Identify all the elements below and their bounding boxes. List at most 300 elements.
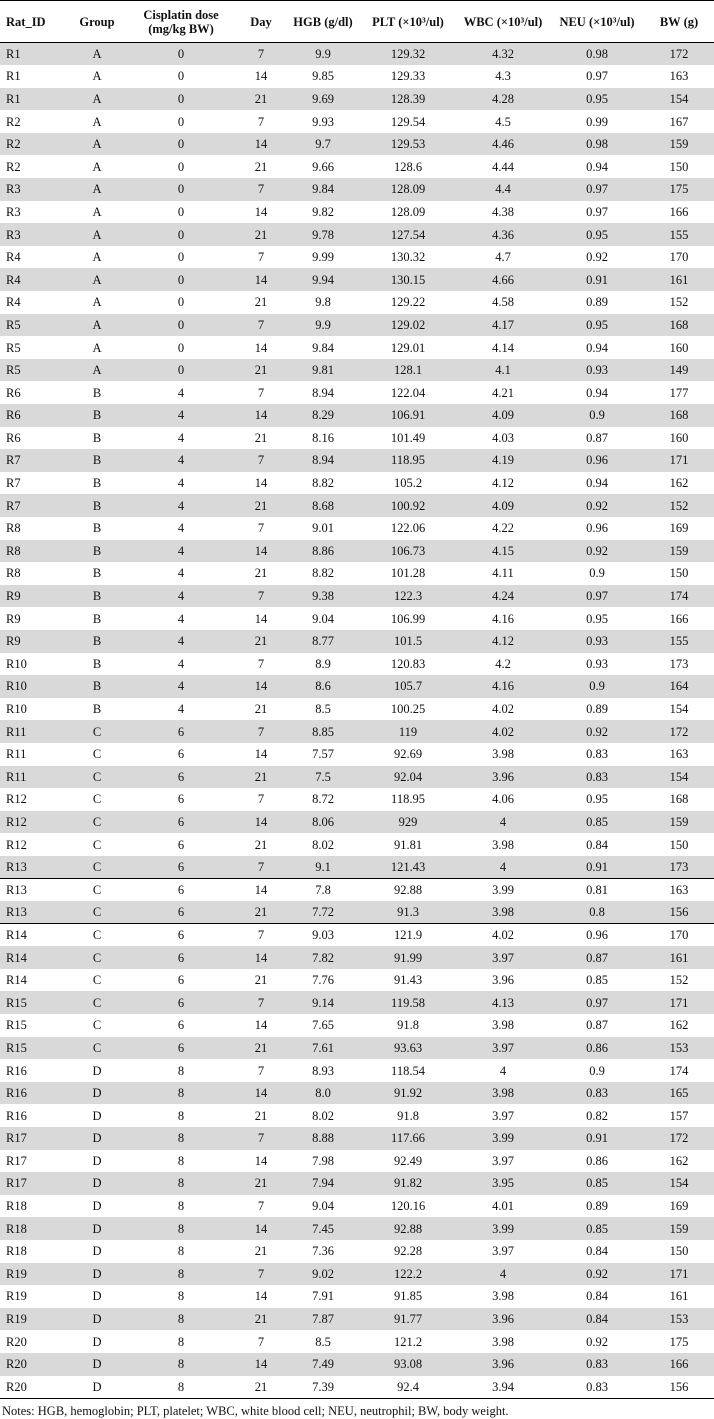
cell-hgb: 7.76 (312, 973, 334, 988)
cell-wbc: 3.98 (492, 1334, 514, 1349)
cell-group: B (92, 430, 102, 445)
table-row (0, 1150, 714, 1173)
cell-bw: 167 (669, 114, 689, 129)
cell-neu: 0.85 (586, 814, 608, 829)
cell-rat-id: R10 (6, 702, 27, 717)
table-row (0, 1014, 714, 1037)
table-row (0, 1195, 714, 1218)
cell-day: 14 (254, 611, 268, 626)
table-row (0, 472, 714, 495)
cell-rat-id: R6 (6, 430, 21, 445)
cell-hgb: 8.0 (315, 1086, 331, 1101)
cell-cisplatin-dose: 8 (177, 1063, 185, 1078)
cell-day: 7 (257, 859, 265, 874)
cell-cisplatin-dose: 6 (177, 859, 185, 874)
cell-wbc: 4.38 (492, 204, 514, 219)
col-header-bw: BW (g) (644, 1, 714, 43)
table-row (0, 1037, 714, 1060)
cell-plt: 92.88 (393, 1221, 423, 1236)
cell-rat-id: R1 (6, 47, 21, 62)
cell-neu: 0.9 (589, 408, 605, 423)
cell-bw: 159 (669, 137, 689, 152)
table-row (0, 178, 714, 201)
cell-plt: 129.32 (390, 47, 426, 62)
cell-wbc: 4.22 (492, 521, 514, 536)
col-header-neu: NEU (×10³/ul) (550, 1, 644, 43)
cell-wbc: 4.21 (492, 385, 514, 400)
cell-cisplatin-dose: 6 (177, 837, 185, 852)
cell-rat-id: R16 (6, 1063, 27, 1078)
cell-neu: 0.86 (586, 1040, 608, 1055)
cell-hgb: 8.82 (312, 566, 334, 581)
cell-rat-id: R13 (0, 878, 68, 901)
cell-group: A (92, 114, 102, 129)
cell-group: C (92, 905, 102, 920)
table-row (0, 788, 714, 811)
cell-group: B (92, 476, 102, 491)
cell-wbc: 4.11 (492, 566, 514, 581)
cell-hgb: 9.9 (315, 47, 331, 62)
cell-rat-id: R7 (6, 498, 21, 513)
cell-wbc: 4.46 (492, 137, 514, 152)
cell-hgb: 9.9 (315, 317, 331, 332)
cell-day: 14 (254, 408, 268, 423)
cell-wbc: 3.97 (492, 1108, 514, 1123)
cell-bw: 153 (669, 1040, 689, 1055)
table-row (0, 268, 714, 291)
cell-group: A (92, 250, 102, 265)
cell-cisplatin-dose: 4 (177, 453, 185, 468)
cell-group: D (92, 1176, 102, 1191)
cell-cisplatin-dose: 0 (177, 47, 185, 62)
cell-bw: 174 (669, 589, 689, 604)
cell-plt: 128.09 (390, 204, 426, 219)
cell-cisplatin-dose: 8 (177, 1357, 185, 1372)
cell-cisplatin-dose: 8 (177, 1108, 185, 1123)
cell-plt: 127.54 (390, 227, 426, 242)
table-row (0, 901, 714, 924)
cell-bw: 172 (669, 1131, 689, 1146)
cell-bw: 150 (669, 159, 689, 174)
cell-plt: 122.3 (393, 589, 423, 604)
cell-hgb: 9.81 (312, 363, 334, 378)
cell-wbc: 4.1 (495, 363, 511, 378)
cell-wbc: 3.95 (492, 1176, 514, 1191)
cell-wbc: 4.16 (492, 679, 514, 694)
table-row (0, 1104, 714, 1127)
cell-rat-id: R5 (6, 363, 21, 378)
cell-plt: 130.15 (390, 272, 426, 287)
cell-neu: 0.84 (586, 837, 608, 852)
cell-wbc: 3.96 (492, 769, 514, 784)
cell-group: B (92, 453, 102, 468)
cell-bw: 150 (669, 837, 689, 852)
cell-hgb: 8.29 (312, 408, 334, 423)
cell-cisplatin-dose: 8 (177, 1312, 185, 1327)
cell-rat-id: R8 (6, 543, 21, 558)
cell-bw: 150 (669, 1244, 689, 1259)
cell-cisplatin-dose: 0 (177, 295, 185, 310)
cell-plt: 92.88 (360, 878, 456, 901)
cell-cisplatin-dose: 4 (177, 543, 185, 558)
cell-wbc: 4.14 (492, 340, 514, 355)
table-row (0, 856, 714, 879)
cell-plt: 93.63 (393, 1040, 423, 1055)
cell-hgb: 8.72 (312, 792, 334, 807)
cell-plt: 100.92 (390, 498, 426, 513)
cell-day: 14 (254, 272, 268, 287)
cell-group: D (92, 1063, 102, 1078)
cell-cisplatin-dose: 4 (177, 476, 185, 491)
cell-neu: 0.8 (589, 905, 605, 920)
cell-cisplatin-dose: 6 (177, 1040, 185, 1055)
cell-cisplatin-dose: 8 (177, 1199, 185, 1214)
cell-group: A (92, 159, 102, 174)
cell-day: 14 (254, 204, 268, 219)
cell-plt: 106.91 (390, 408, 426, 423)
cell-neu: 0.85 (586, 1221, 608, 1236)
cell-bw: 159 (669, 814, 689, 829)
cell-rat-id: R18 (6, 1199, 27, 1214)
table-row (0, 517, 714, 540)
table-row (0, 43, 714, 66)
cell-rat-id: R9 (6, 589, 21, 604)
table-row (0, 585, 714, 608)
table-row (0, 540, 714, 563)
cell-bw: 150 (669, 566, 689, 581)
cell-plt: 119.58 (391, 995, 425, 1010)
cell-plt: 91.85 (393, 1289, 423, 1304)
cell-hgb: 8.02 (312, 1108, 334, 1123)
cell-neu: 0.97 (586, 69, 608, 84)
cell-day: 14 (236, 878, 286, 901)
cell-day: 14 (254, 679, 268, 694)
cell-hgb: 8.06 (312, 814, 334, 829)
cell-group: C (92, 769, 102, 784)
col-header-hgb: HGB (g/dl) (286, 1, 360, 43)
cell-neu: 0.92 (586, 724, 608, 739)
cell-bw: 161 (669, 272, 689, 287)
cell-wbc: 4.09 (492, 408, 514, 423)
cell-hgb: 9.94 (312, 272, 334, 287)
cell-day: 14 (254, 137, 268, 152)
cell-hgb: 9.03 (286, 924, 360, 947)
col-header-rat-id: Rat_ID (0, 1, 68, 43)
table-row (0, 698, 714, 721)
cell-plt: 121.2 (393, 1334, 423, 1349)
cell-day: 7 (257, 792, 265, 807)
cell-rat-id: R17 (6, 1131, 27, 1146)
cell-neu: 0.93 (586, 634, 608, 649)
cell-cisplatin-dose: 6 (177, 1018, 185, 1033)
cell-day: 21 (254, 769, 268, 784)
cell-cisplatin-dose: 6 (177, 747, 185, 762)
cell-rat-id: R1 (6, 91, 21, 106)
cell-neu: 0.83 (550, 1376, 644, 1399)
cell-plt: 101.28 (390, 566, 426, 581)
cell-hgb: 9.1 (315, 859, 331, 874)
cell-plt: 129.02 (390, 317, 426, 332)
table-row (0, 314, 714, 337)
cell-neu: 0.9 (589, 679, 605, 694)
cell-plt: 92.49 (393, 1153, 423, 1168)
table-row (0, 833, 714, 856)
cell-group: A (92, 295, 102, 310)
cell-neu: 0.95 (586, 317, 608, 332)
cell-wbc: 3.98 (492, 1018, 514, 1033)
cell-day: 21 (254, 363, 268, 378)
cell-wbc: 3.98 (492, 905, 514, 920)
cell-rat-id: R17 (6, 1153, 27, 1168)
cell-group: B (92, 656, 102, 671)
table-row (0, 1330, 714, 1353)
cell-rat-id: R20 (0, 1376, 68, 1399)
cell-neu: 0.85 (586, 973, 608, 988)
cell-neu: 0.97 (586, 204, 608, 219)
cell-group: C (92, 859, 102, 874)
cell-plt: 101.49 (390, 430, 426, 445)
cell-day: 21 (254, 905, 268, 920)
cell-bw: 162 (669, 476, 689, 491)
cell-wbc: 4.02 (492, 724, 514, 739)
cell-group: B (92, 408, 102, 423)
cell-bw: 165 (669, 1086, 689, 1101)
cell-rat-id: R17 (6, 1176, 27, 1191)
cell-neu: 0.96 (586, 453, 608, 468)
table-row (0, 404, 714, 427)
cell-bw: 160 (669, 340, 689, 355)
cell-neu: 0.9 (589, 1063, 605, 1078)
cell-rat-id: R18 (6, 1221, 27, 1236)
cell-hgb: 9.99 (312, 250, 334, 265)
cell-plt: 91.3 (397, 905, 419, 920)
cell-rat-id: R10 (6, 656, 27, 671)
cell-hgb: 7.49 (312, 1357, 334, 1372)
cell-wbc: 4.2 (495, 656, 511, 671)
cell-hgb: 8.93 (312, 1063, 334, 1078)
cell-rat-id: R12 (6, 837, 27, 852)
col-header-wbc: WBC (×10³/ul) (456, 1, 550, 43)
cell-wbc: 3.97 (492, 1153, 514, 1168)
cell-plt: 91.77 (393, 1312, 423, 1327)
cell-day: 14 (254, 814, 268, 829)
cell-bw: 171 (669, 1266, 689, 1281)
cell-hgb: 9.93 (312, 114, 334, 129)
cell-plt: 118.95 (391, 453, 425, 468)
cell-neu: 0.82 (586, 1108, 608, 1123)
cell-day: 14 (254, 69, 268, 84)
cell-day: 21 (254, 91, 268, 106)
cell-hgb: 9.02 (312, 1266, 334, 1281)
cell-group: D (92, 1357, 102, 1372)
cell-neu: 0.89 (586, 295, 608, 310)
cell-neu: 0.99 (586, 114, 608, 129)
cell-day: 14 (254, 1221, 268, 1236)
cell-plt: 105.7 (393, 679, 423, 694)
cell-rat-id: R7 (6, 453, 21, 468)
cell-wbc: 4 (499, 1266, 507, 1281)
cell-plt: 91.82 (393, 1176, 423, 1191)
cell-wbc: 3.96 (492, 1357, 514, 1372)
cell-group: B (92, 634, 102, 649)
cell-group: B (92, 385, 102, 400)
cell-rat-id: R4 (6, 295, 21, 310)
cell-rat-id: R15 (6, 1040, 27, 1055)
cell-cisplatin-dose: 8 (177, 1131, 185, 1146)
cell-bw: 153 (669, 1312, 689, 1327)
cell-wbc: 3.97 (492, 1244, 514, 1259)
cell-day: 14 (254, 476, 268, 491)
cell-plt: 128.09 (390, 182, 426, 197)
cell-neu: 0.97 (586, 589, 608, 604)
table-row (0, 1376, 714, 1399)
cell-rat-id: R19 (6, 1289, 27, 1304)
table-row (0, 969, 714, 992)
cell-rat-id: R19 (6, 1312, 27, 1327)
cell-hgb: 9.82 (312, 204, 334, 219)
cell-cisplatin-dose: 0 (177, 91, 185, 106)
cell-rat-id: R15 (6, 995, 27, 1010)
cell-cisplatin-dose: 4 (177, 408, 185, 423)
cell-group: D (68, 1376, 126, 1399)
cell-neu: 0.89 (586, 1199, 608, 1214)
cell-hgb: 7.36 (312, 1244, 334, 1259)
cell-cisplatin-dose: 0 (177, 272, 185, 287)
cell-hgb: 7.5 (315, 769, 331, 784)
cell-wbc: 3.96 (492, 1312, 514, 1327)
cell-hgb: 9.01 (312, 521, 334, 536)
cell-hgb: 8.94 (312, 453, 334, 468)
cell-group: D (92, 1086, 102, 1101)
cell-hgb: 9.66 (312, 159, 334, 174)
table-row (0, 449, 714, 472)
cell-group: D (92, 1244, 102, 1259)
cell-rat-id: R15 (6, 1018, 27, 1033)
cell-neu: 0.86 (586, 1153, 608, 1168)
cell-group: D (92, 1266, 102, 1281)
cell-plt: 119 (398, 724, 418, 739)
table-row (0, 630, 714, 653)
cell-cisplatin-dose: 4 (177, 656, 185, 671)
cell-plt: 120.16 (390, 1199, 426, 1214)
cell-day: 7 (236, 924, 286, 947)
cell-day: 7 (257, 1199, 265, 1214)
cell-neu: 0.84 (586, 1312, 608, 1327)
cell-day: 14 (254, 747, 268, 762)
cell-day: 7 (257, 656, 265, 671)
table-row (0, 494, 714, 517)
cell-neu: 0.87 (586, 950, 608, 965)
cell-hgb: 8.9 (315, 656, 331, 671)
cell-rat-id: R6 (6, 408, 21, 423)
cell-rat-id: R11 (6, 747, 27, 762)
cell-plt: 101.5 (393, 634, 423, 649)
table-row (0, 991, 714, 1014)
cell-hgb: 9.84 (312, 340, 334, 355)
cell-bw: 154 (669, 769, 689, 784)
cell-bw: 154 (669, 702, 689, 717)
cell-day: 14 (254, 1289, 268, 1304)
cell-hgb: 8.16 (312, 430, 334, 445)
cell-bw: 161 (669, 950, 689, 965)
cell-wbc: 4.03 (492, 430, 514, 445)
table-row (0, 1240, 714, 1263)
cell-neu: 0.91 (586, 859, 608, 874)
cell-rat-id: R6 (6, 385, 21, 400)
cell-plt: 92.28 (393, 1244, 423, 1259)
table-row (0, 155, 714, 178)
table-notes: Notes: HGB, hemoglobin; PLT, platelet; WBC, white blood cell; NEU, neutrophil; BW, body weight. (2, 1403, 509, 1418)
table-row (0, 110, 714, 133)
cell-neu: 0.9 (589, 566, 605, 581)
cell-wbc: 4.28 (492, 91, 514, 106)
cell-plt: 91.8 (397, 1108, 419, 1123)
cell-hgb: 7.98 (312, 1153, 334, 1168)
cell-bw: 168 (669, 792, 689, 807)
cell-day: 21 (254, 430, 268, 445)
cell-hgb: 7.57 (312, 747, 334, 762)
cell-day: 7 (257, 589, 265, 604)
cell-group: C (92, 1018, 102, 1033)
cell-hgb: 9.04 (312, 1199, 334, 1214)
cell-hgb: 9.84 (312, 182, 334, 197)
cell-cisplatin-dose: 6 (177, 905, 185, 920)
cell-wbc: 4.17 (492, 317, 514, 332)
table-row (0, 1127, 714, 1150)
col-header-plt: PLT (×10³/ul) (360, 1, 456, 43)
cell-group: D (92, 1312, 102, 1327)
cell-wbc: 4.16 (492, 611, 514, 626)
cell-rat-id: R3 (6, 227, 21, 242)
cell-bw: 170 (669, 250, 689, 265)
cell-neu: 0.94 (586, 476, 608, 491)
cell-wbc: 4.19 (492, 453, 514, 468)
cell-wbc: 4.58 (492, 295, 514, 310)
cell-cisplatin-dose: 8 (177, 1289, 185, 1304)
cell-wbc: 3.98 (492, 1086, 514, 1101)
cell-wbc: 3.99 (456, 878, 550, 901)
table-row (0, 65, 714, 88)
cell-rat-id: R3 (6, 182, 21, 197)
cell-plt: 128.39 (390, 91, 426, 106)
cell-hgb: 9.85 (312, 69, 334, 84)
cell-cisplatin-dose: 4 (177, 566, 185, 581)
cell-plt: 105.2 (393, 476, 423, 491)
cell-day: 7 (257, 47, 265, 62)
cell-neu: 0.89 (586, 702, 608, 717)
cell-day: 21 (254, 1312, 268, 1327)
cell-group: C (92, 792, 102, 807)
cell-bw: 152 (669, 295, 689, 310)
cell-day: 21 (254, 566, 268, 581)
cell-group: D (92, 1108, 102, 1123)
cell-hgb: 7.65 (312, 1018, 334, 1033)
table-row (0, 88, 714, 111)
cell-rat-id: R14 (6, 950, 27, 965)
cell-wbc: 4 (499, 859, 507, 874)
cell-plt: 122.2 (393, 1266, 423, 1281)
cell-cisplatin-dose: 6 (177, 724, 185, 739)
table-row (0, 720, 714, 743)
cell-group: B (92, 543, 102, 558)
cell-group: A (92, 47, 102, 62)
table-row (0, 1172, 714, 1195)
cell-day: 7 (257, 995, 265, 1010)
cell-day: 7 (257, 724, 265, 739)
cell-group: D (92, 1334, 102, 1349)
cell-cisplatin-dose: 6 (177, 792, 185, 807)
cell-group: B (92, 679, 102, 694)
